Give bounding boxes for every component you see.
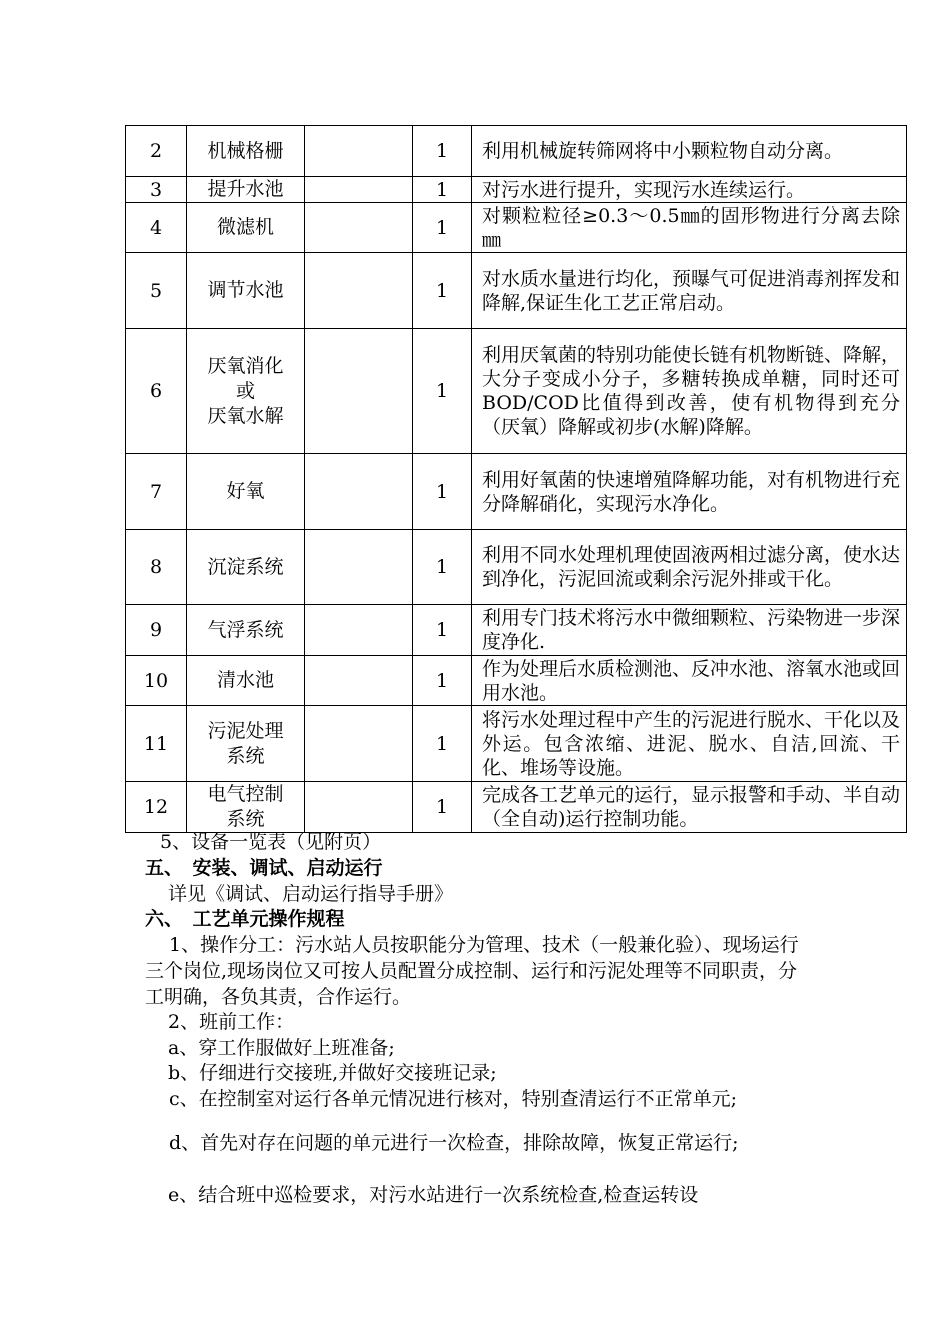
unit-quantity: 1 (413, 605, 472, 656)
table-row (126, 530, 907, 605)
unit-spec (305, 177, 413, 203)
unit-name: 气浮系统 (187, 605, 305, 656)
row-number: 9 (126, 605, 187, 656)
unit-spec (305, 656, 413, 706)
row-number: 6 (126, 329, 187, 454)
row-number: 5 (126, 253, 187, 329)
table-row (126, 253, 907, 329)
row-number: 11 (126, 706, 187, 782)
unit-function: 利用好氧菌的快速增殖降解功能，对有机物进行充分降解硝化，实现污水净化。 (472, 454, 907, 530)
unit-quantity: 1 (413, 706, 472, 782)
unit-name: 好氧 (187, 454, 305, 530)
item-b: b、仔细进行交接班,并做好交接班记录; (168, 1062, 497, 1084)
unit-quantity: 1 (413, 253, 472, 329)
unit-spec (305, 203, 413, 253)
unit-quantity: 1 (413, 177, 472, 203)
section-5-heading: 五、 安装、调试、启动运行 (145, 857, 383, 879)
unit-name: 电气控制 系统 (187, 782, 305, 833)
unit-quantity: 1 (413, 782, 472, 833)
unit-function: 对颗粒粒径≥0.3～0.5㎜的固形物进行分离去除㎜ (472, 203, 907, 253)
unit-function: 对污水进行提升，实现污水连续运行。 (472, 177, 907, 203)
process-unit-table (125, 125, 907, 833)
table-row (126, 605, 907, 656)
unit-function: 将污水处理过程中产生的污泥进行脱水、干化以及外运。包含浓缩、进泥、脱水、自洁,回流、干化、堆场等设施。 (472, 706, 907, 782)
item-d: d、首先对存在问题的单元进行一次检查，排除故障，恢复正常运行; (169, 1132, 739, 1154)
equipment-list-note: 5、设备一览表（见附页） (160, 831, 382, 853)
unit-spec (305, 706, 413, 782)
table-row (126, 454, 907, 530)
unit-quantity: 1 (413, 530, 472, 605)
item-e: e、结合班中巡检要求，对污水站进行一次系统检查,检查运转设 (168, 1184, 699, 1206)
unit-function: 利用厌氧菌的特别功能使长链有机物断链、降解，大分子变成小分子，多糖转换成单糖，同时还可BOD/COD比值得到改善，使有机物得到充分（厌氧）降解或初步(水解)降解。 (472, 329, 907, 454)
table-body (126, 126, 907, 833)
unit-name: 微滤机 (187, 203, 305, 253)
unit-spec (305, 782, 413, 833)
unit-name: 清水池 (187, 656, 305, 706)
unit-name: 厌氧消化 或 厌氧水解 (187, 329, 305, 454)
row-number: 12 (126, 782, 187, 833)
unit-name: 调节水池 (187, 253, 305, 329)
row-number: 7 (126, 454, 187, 530)
unit-name: 机械格栅 (187, 126, 305, 177)
unit-spec (305, 530, 413, 605)
unit-function: 利用机械旋转筛网将中小颗粒物自动分离。 (472, 126, 907, 177)
section-6-heading: 六、 工艺单元操作规程 (145, 908, 345, 930)
table-row (126, 177, 907, 203)
row-number: 3 (126, 177, 187, 203)
paragraph-pre-shift-work: 2、班前工作： (168, 1011, 295, 1033)
unit-quantity: 1 (413, 203, 472, 253)
item-a: a、穿工作服做好上班准备; (168, 1037, 395, 1059)
unit-spec (305, 126, 413, 177)
unit-function: 利用专门技术将污水中微细颗粒、污染物进一步深度净化. (472, 605, 907, 656)
unit-quantity: 1 (413, 329, 472, 454)
unit-spec (305, 329, 413, 454)
unit-spec (305, 605, 413, 656)
table-row (126, 706, 907, 782)
unit-name: 提升水池 (187, 177, 305, 203)
row-number: 2 (126, 126, 187, 177)
table-row (126, 126, 907, 177)
table-row (126, 782, 907, 833)
row-number: 10 (126, 656, 187, 706)
table-row (126, 329, 907, 454)
item-c: c、在控制室对运行各单元情况进行核对，特别查清运行不正常单元; (169, 1088, 738, 1110)
row-number: 8 (126, 530, 187, 605)
paragraph-division-of-labor: 1、操作分工：污水站人员按职能分为管理、技术（一般兼化验）、现场运行三个岗位,现场岗位又可按人员配置分成控制、运行和污泥处理等不同职责，分工明确，各负其责，合作运行。 (145, 934, 799, 1008)
unit-function: 对水质水量进行均化，预曝气可促进消毒剂挥发和降解,保证生化工艺正常启动。 (472, 253, 907, 329)
unit-function: 利用不同水处理机理使固液两相过滤分离，使水达到净化，污泥回流或剩余污泥外排或干化。 (472, 530, 907, 605)
unit-name: 污泥处理 系统 (187, 706, 305, 782)
unit-quantity: 1 (413, 454, 472, 530)
unit-spec (305, 253, 413, 329)
unit-spec (305, 454, 413, 530)
unit-name: 沉淀系统 (187, 530, 305, 605)
unit-quantity: 1 (413, 656, 472, 706)
table-row (126, 656, 907, 706)
row-number: 4 (126, 203, 187, 253)
unit-function: 完成各工艺单元的运行，显示报警和手动、半自动（全自动)运行控制功能。 (472, 782, 907, 833)
unit-function: 作为处理后水质检测池、反冲水池、溶氧水池或回用水池。 (472, 656, 907, 706)
table-row (126, 203, 907, 253)
unit-quantity: 1 (413, 126, 472, 177)
section-5-text: 详见《调试、启动运行指导手册》 (168, 883, 454, 905)
